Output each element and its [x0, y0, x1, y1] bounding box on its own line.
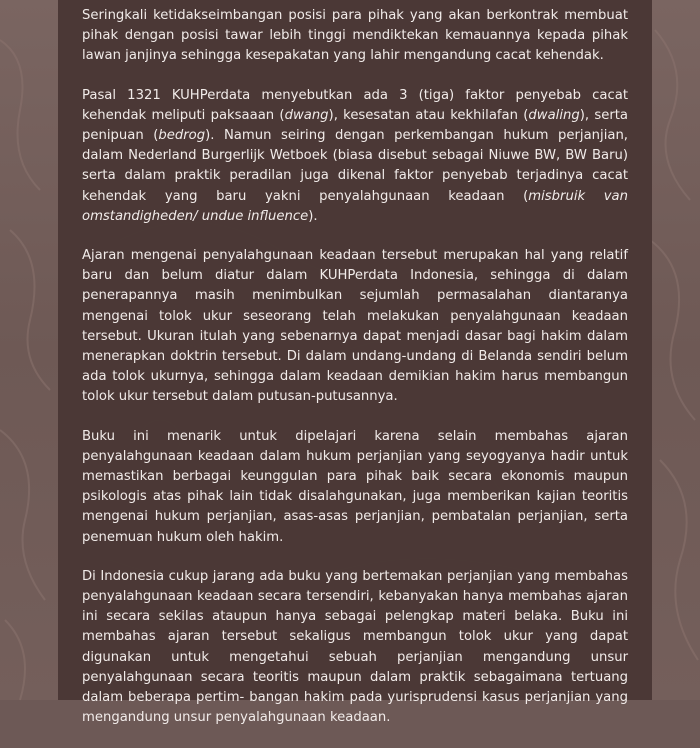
- text-segment: ).: [308, 208, 318, 224]
- italic-term: dwang: [284, 107, 329, 123]
- text-segment: ). Namun seiring dengan perkembangan hukum perjanjian, dalam Nederland Burgerlijk Wetboek (biasa disebut sebagai Niuwe BW, BW Baru) serta dalam praktik peradilan juga dikenal faktor penyebab terjadinya cacat kehendak yang baru yakni penyalahgunaan keadaan (: [82, 128, 628, 204]
- text-segment: Seringkali ketidakseimbangan posisi para pihak yang akan berkontrak membuat pihak dengan posisi tawar lebih tinggi mendiktekan kemauannya kepada pihak lawan janjinya sehingga kesepakatan yang lahir mengandung cacat kehendak.: [82, 8, 628, 64]
- italic-term: bedrog: [158, 128, 206, 144]
- text-segment: Ajaran mengenai penyalahgunaan keadaan tersebut merupakan hal yang relatif baru dan belum diatur dalam KUHPerdata Indonesia, sehingga di dalam penerapannya masih menimbulkan sejumlah permasalahan diantaranya mengenai tolok ukur seseorang telah melakukan penyalahgunaan keadaan tersebut. Ukuran itulah yang sebenarnya dapat menjadi dasar bagi hakim dalam menerapkan doktrin tersebut. Di dalam undang-undang di Belanda sendiri belum ada tolok ukurnya, sehingga dalam keadaan demikian hakim harus membangun tolok ukur tersebut dalam putusan-putusannya.: [82, 248, 628, 405]
- text-segment: Di Indonesia cukup jarang ada buku yang bertemakan perjanjian yang membahas penyalahgunaan keadaan secara tersendiri, kebanyakan hanya membahas ajaran ini secara sekilas ataupun hanya sebagai pelengkap materi belaka. Buku ini membahas ajaran tersebut sekaligus membangun tolok ukur yang dapat digunakan untuk mengetahui sebuah perjanjian mengandung unsur penyalahgunaan secara teoritis maupun dalam praktik sebagaimana tertuang dalam beberapa pertim- bangan hakim pada yurisprudensi kasus perjanjian yang mengandung unsur penyalahgunaan keadaan.: [82, 568, 628, 726]
- text-segment: Buku ini menarik untuk dipelajari karena selain membahas ajaran penyalahgunaan keadaan dalam hukum perjanjian yang seyogyanya hadir untuk memastikan berbagai keunggulan para pihak baik secara ekonomis maupun psikologis atas pihak lain tidak disalahgunakan, juga memberikan kajian teoritis mengenai hukum perjanjian, asas-asas perjanjian, pembatalan perjanjian, serta penemuan hukum oleh hakim.: [82, 428, 628, 545]
- book-description: [82, 6, 628, 748]
- text-segment: ), serta penipuan (: [82, 107, 628, 144]
- paragraph-4: [82, 427, 628, 548]
- italic-term: dwaling: [528, 107, 580, 123]
- text-segment: ), kesesatan atau kekhilafan (: [328, 107, 529, 123]
- paragraph-1: [82, 6, 628, 67]
- paragraph-2: [82, 86, 628, 227]
- italic-term: misbruik van omstandigheden/ undue influence: [82, 188, 628, 224]
- paragraph-5: [82, 567, 628, 729]
- paragraph-3: [82, 246, 628, 408]
- text-segment: Pasal 1321 KUHPerdata menyebutkan ada 3 (tiga) faktor penyebab cacat kehendak meliputi paksaaan (: [82, 87, 628, 123]
